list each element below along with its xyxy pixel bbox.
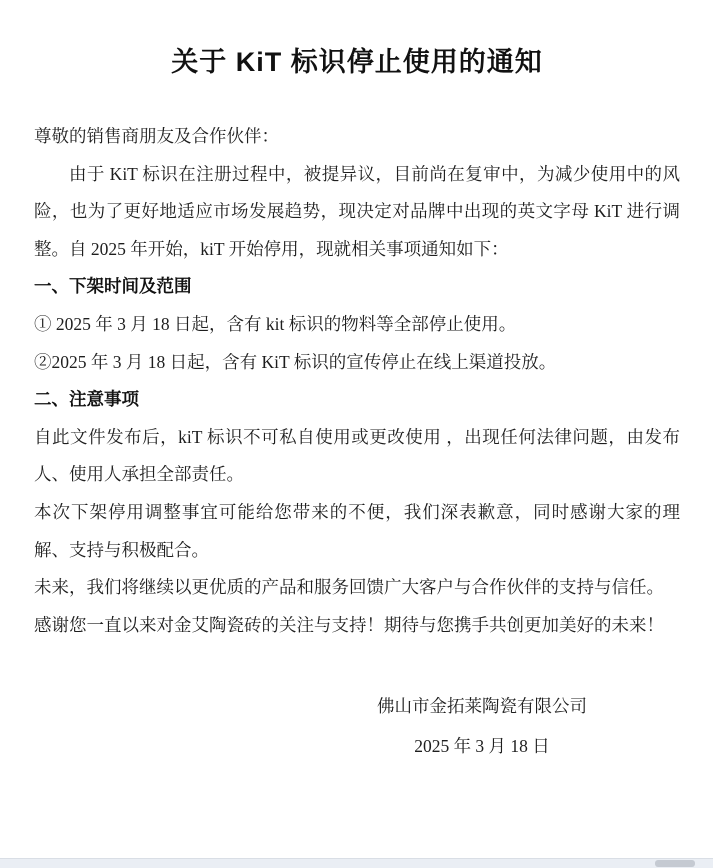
section-2-heading: 二、注意事项: [34, 389, 139, 410]
section-1-heading: 一、下架时间及范围: [34, 276, 192, 297]
document-title: 关于 KiT 标识停止使用的通知: [171, 47, 543, 77]
signature-block: [332, 686, 632, 766]
closing-paragraph-2: 感谢您一直以来对金艾陶瓷砖的关注与支持！期待与您携手共创更加美好的未来！: [34, 614, 664, 635]
closing-paragraph-1: 未来，我们将继续以更优质的产品和服务回馈广大客户与合作伙伴的支持与信任。: [34, 577, 664, 598]
section-1-item-2: ②2025 年 3 月 18 日起，含有 KiT 标识的宣传停止在线上渠道投放。: [34, 351, 557, 372]
signature-company: 佛山市金拓莱陶瓷有限公司: [377, 696, 587, 717]
document-body: [34, 118, 680, 644]
horizontal-scrollbar[interactable]: [0, 858, 713, 868]
section-2-paragraph-1: 自此文件发布后，kiT 标识不可私自使用或更改使用 ，出现任何法律问题，由发布人、使用人承担全部责任。: [34, 426, 680, 485]
salutation: 尊敬的销售商朋友及合作伙伴：: [34, 126, 279, 146]
section-2-paragraph-2: 本次下架停用调整事宜可能给您带来的不便，我们深表歉意，同时感谢大家的理解、支持与积极配合。: [34, 501, 680, 560]
intro-paragraph: 由于 KiT 标识在注册过程中，被提异议，目前尚在复审中，为减少使用中的风险，也为了更好地适应市场发展趋势，现决定对品牌中出现的英文字母 KiT 进行调整。自 2025 年开始，kiT 开始停用，现就相关事项通知如下：: [34, 163, 680, 259]
scrollbar-thumb[interactable]: [655, 860, 695, 867]
section-1-item-1: ① 2025 年 3 月 18 日起，含有 kit 标识的物料等全部停止使用。: [34, 313, 517, 334]
signature-date: 2025 年 3 月 18 日: [414, 736, 550, 757]
